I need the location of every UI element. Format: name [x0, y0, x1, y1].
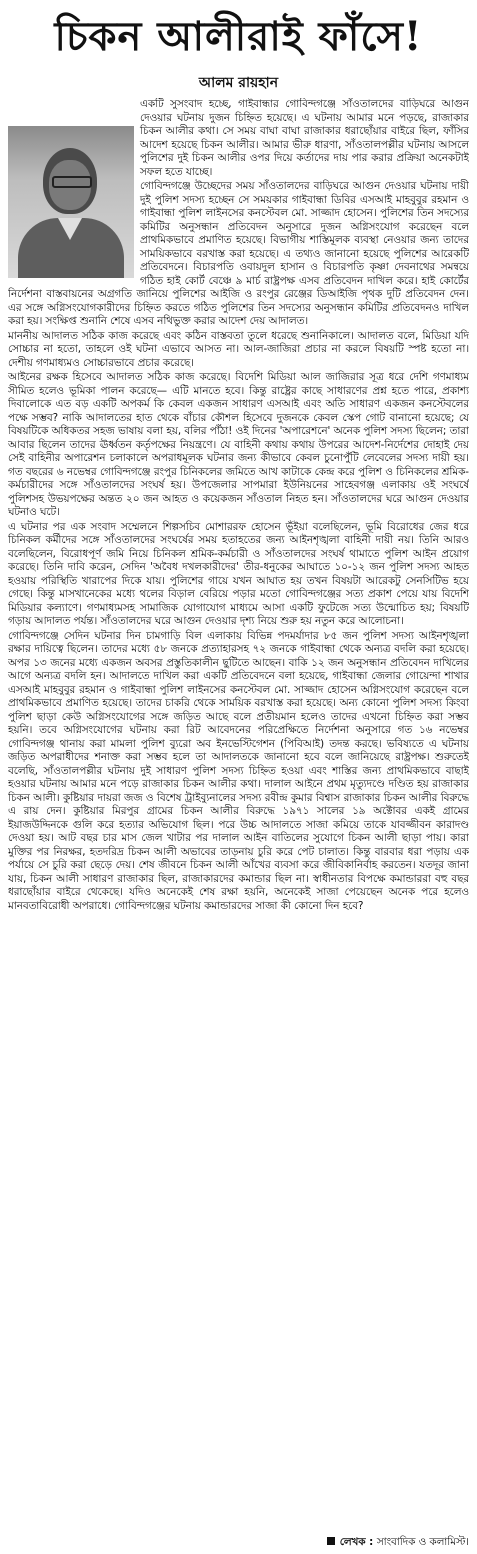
author-note-label: লেখক : [339, 1536, 374, 1548]
paragraph: আইনের রক্ষক হিসেবে আদালত সঠিক কাজ করেছে। বিদেশি মিডিয়া আল জাজিরার সূত্র ধরে দেশি গণমাধ্যম সীমিত হলেও ভূমিকা পালন করেছে— এটি মানতে হবে। কিন্তু রাষ্ট্রের কাছে সাধারণের প্রশ্ন হতে পারে, প্রকাশ্য দিবালোকে এত বড় একটি অপকর্ম কি কেবল একজন সাধারণ এসআই এবং অতি সাধারণ একজন কনস্টেবলের পক্ষে সম্ভব? নাকি আদালতের হাত থেকে বাঁচার কৌশল হিসেবে দুজনকে কেবল স্কেপ গোট বানানো হয়েছে; যে বিষয়টিকে অধিকতর সহজ ভাষায় বলা হয়, বলির পাঁঠা! ওই দিনের 'অপারেশনে' অনেক পুলিশ সদস্য ছিলেন; তারা আবার ছিলেন তাদের ঊর্ধ্বতন কর্তৃপক্ষের নিয়ন্ত্রণে। যে বাহিনী কথায় কথায় উপরের আদেশ-নির্দেশের দোহাই দেয় সেই বাহিনীর অপারেশন চলাকালে অপরাধমূলক ঘটনার জন্য কীভাবে কেবল চুনোপুঁটি লেবেলের সদস্য দায়ী হয়। গত বছরের ৬ নভেম্বর গোবিন্দগঞ্জে রংপুর চিনিকলের জমিতে আখ কাটাকে কেন্দ্র করে পুলিশ ও চিনিকলের শ্রমিক-কর্মচারীদের সঙ্গে সাঁওতালদের সংঘর্ষ হয়। উপজেলার সাপমারা ইউনিয়নের সাহেবগঞ্জ এলাকায় ওই সংঘর্ষে পুলিশসহ উভয়পক্ষের অন্তত ২০ জন আহত ও কয়েকজন সাঁওতাল নিহত হন। সাঁওতালদের ঘরে আগুন দেওয়ার ঘটনাও ঘটে। [8, 371, 469, 518]
author-note-value: সাংবাদিক ও কলামিস্ট। [376, 1536, 469, 1548]
author-note [8, 1534, 469, 1550]
square-bullet-icon [327, 1537, 335, 1545]
paragraph: গোবিন্দগঞ্জে সেদিন ঘটনার দিন চামগাড়ি বিল এলাকায় বিভিন্ন পদমর্যাদার ৮৫ জন পুলিশ সদস্য আইনশৃঙ্খলা রক্ষার দায়িত্বে ছিলেন। তাদের মধ্যে ৫৮ জনকে প্রত্যাহারসহ ৭২ জনকে গাইবান্ধা থেকে অন্যত্র বদলি করা হয়েছে। অপর ১৩ জনের মধ্যে একজন অবসর প্রস্তুতিকালীন ছুটিতে আছেন। বাকি ১২ জন অনুসন্ধান প্রতিবেদন দাখিলের আগে অন্যত্র বদলি হন। আদালতে দাখিল করা একটি প্রতিবেদনে বলা হয়েছে, গাইবান্ধা জেলার গোয়েন্দা শাখার এসআই মাহবুবুর রহমান ও গাইবান্ধা পুলিশ লাইনসের কনস্টেবল মো. সাজ্জাদ হোসেন অগ্নিসংযোগ করেছেন বলে প্রাথমিকভাবে প্রমাণিত হয়েছে। তাদের চাকরি থেকে সাময়িক বরখাস্ত করা হয়েছে। অন্য কোনো পুলিশ সদস্য কিংবা পুলিশ ছাড়া কেউ অগ্নিসংযোগের সঙ্গে জড়িত আছে বলে প্রতীয়মান হলেও তাদের এখনো চিহ্নিত করা সম্ভব হয়নি। তবে অগ্নিসংযোগের ঘটনায় করা রিট আবেদনের পরিপ্রেক্ষিতে নির্দেশনা অনুসারে গত ১৬ নভেম্বর গোবিন্দগঞ্জ থানায় করা মামলা পুলিশ ব্যুরো অব ইনভেস্টিগেশন (পিবিআই) তদন্ত করছে। ভবিষ্যতে এ ঘটনায় জড়িত অপরাধীদের শনাক্ত করা সম্ভব হলে তা আদালতকে জানানো হবে বলে জানিয়েছে রাষ্ট্রপক্ষ। শুরুতেই বলেছি, সাঁওতালপল্লীর ঘটনায় দুই সাধারণ পুলিশ সদস্য চিহ্নিত হওয়া এবং শাস্তির জন্য প্রাথমিকভাবে বাছাই হওয়ার ঘটনায় আমার মনে পড়ে রাজাকার চিকন আলীর কথা। দালাল আইনে প্রথম মৃত্যুদণ্ডে দণ্ডিত হয় রাজাকার চিকন আলী। কুষ্টিয়ার দায়রা জজ ও বিশেষ ট্রাইব্যুনালের সদস্য রবীন্দ্র কুমার বিশ্বাস রাজাকার চিকন আলীর বিরুদ্ধে এ রায় দেন। কুষ্টিয়ার মিরপুর গ্রামের চিকন আলীর বিরুদ্ধে ১৯৭১ সালের ১৯ অক্টোবর একই গ্রামের ইয়াজউদ্দিনকে গুলি করে হত্যার অভিযোগ ছিল। পরে উচ্চ আদালতে সাজা কমিয়ে তাকে যাবজ্জীবন কারাদণ্ড দেওয়া হয়। আট বছর চার মাস জেল খাটার পর দালাল আইন বাতিলের সুযোগে চিকন আলী ছাড়া পায়। কারা মুক্তির পর নিরক্ষর, হতদরিদ্র চিকন আলী অভাবের তাড়নায় চুরি করে পেট চালাত। কিন্তু বারবার ধরা পড়ায় এক পর্যায়ে সে চুরি করা ছেড়ে দেয়। শেষ জীবনে চিকন আলী আঁখের ব্যবসা করে জীবিকানির্বাহ করতেন। যতদূর জানা যায়, চিকন আলী সাধারণ রাজাকার ছিল, রাজাকারদের কমান্ডার ছিল না। স্বাধীনতার বিপক্ষে কমান্ডাররা বহু বছর ধরাছোঁয়ার বাইরে থেকেছে। যদিও অনেকেই শেষ রক্ষা হয়নি, অনেকেই সাজা পেয়েছেন অনেক পরে হলেও মানবতাবিরোধী অপরাধে। গোবিন্দগঞ্জের ঘটনায় কমান্ডারদের সাজা কী কোনো দিন হবে? [8, 629, 469, 912]
author-photo [8, 126, 134, 278]
author-byline: আলম রায়হান [198, 75, 279, 91]
paragraph: মাননীয় আদালত সঠিক কাজ করেছে এবং কঠিন বাস্তবতা তুলে ধরেছে শুনানিকালে। আদালত বলে, মিডিয়া যদি সোচ্চার না হতো, তাহলে ওই ঘটনা এভাবে আসত না। আল-জাজিরা প্রচার না করলে বিষয়টি স্পষ্ট হতো না। দেশীয় গণমাধ্যমও সোচ্চারভাবে প্রচার করেছে। [8, 329, 469, 369]
paragraph: একটি সুসংবাদ হচ্ছে, গাইবান্ধার গোবিন্দগঞ্জে সাঁওতালদের বাড়িঘরে আগুন দেওয়ার ঘটনায় দুজন চিহ্নিত হয়েছে। এ ঘটনায় আমার মনে পড়ছে, রাজাকার চিকন আলীর কথা। সে সময় বাঘা বাঘা রাজাকার ধরাছোঁয়ার বাইরে ছিল, ফাঁসির আদেশ হয়েছে চিকন আলীর। আমার ভীরু ধারণা, সাঁওতালপল্লীর ঘটনায় আসলে পুলিশের দুই চিকন আলীর ওপর দিয়ে কর্তাদের দায় পার করার প্রক্রিয়া অনেকটাই সফল হতে যাচ্ছে। [140, 98, 469, 178]
article-body [8, 98, 469, 1533]
paragraph: এ ঘটনার পর এক সংবাদ সম্মেলনে শিল্পসচিব মোশাররফ হোসেন ভূঁইয়া বলেছিলেন, ভূমি বিরোধের জের ধরে চিনিকল কর্মীদের সঙ্গে সাঁওতালদের সংঘর্ষের সময় হতাহতের জন্য আইনশৃঙ্খলা বাহিনী দায়ী নয়। তিনি আরও বলেছিলেন, বিরোধপূর্ণ জমি নিয়ে চিনিকল শ্রমিক-কর্মচারী ও সাঁওতালদের সংঘর্ষ থামাতে পুলিশ আইন প্রয়োগ করেছে। তিনি দাবি করেন, সেদিন 'অবৈধ দখলকারীদের' তীর-ধনুকের আঘাতে ১০-১২ জন পুলিশ সদস্য আহত হওয়ায় পরিস্থিতি খারাপের দিকে যায়। পুলিশের গায়ে যখন আঘাত হয় তখন বিষয়টা আরেকটু সেনসিটিভ হয়ে গেছে। কিন্তু মাসখানেকের মধ্যে থলের বিড়াল বেরিয়ে পড়ার মতো গোবিন্দগঞ্জের সত্য প্রকাশ পেয়ে যায় বিদেশি মিডিয়ার কল্যাণে। গণমাধ্যমসহ সামাজিক যোগাযোগ মাধ্যমে আসা একটি ফুটেজে সত্য উন্মোচিত হয়; বিষয়টি গড়ায় আদালত পর্যন্ত। সাঁওতালদের ঘরে আগুন দেওয়ার দৃশ্য নিয়ে শুরু হয় নতুন করে আলোচনা। [8, 520, 469, 627]
paragraph: গোবিন্দগঞ্জে উচ্ছেদের সময় সাঁওতালদের বাড়িঘরে আগুন দেওয়ার ঘটনায় দায়ী দুই পুলিশ সদস্য হচ্ছেন সে সময়কার গাইবান্ধা ডিবির এসআই মাহবুবুর রহমান ও গাইবান্ধা পুলিশ লাইনসের কনস্টেবল মো. সাজ্জাদ হোসেন। পুলিশের তিন সদস্যের কমিটির অনুসন্ধান প্রতিবেদন অনুসারে দুজন অগ্নিসংযোগ করেছেন বলে প্রাথমিকভাবে প্রমাণিত হয়েছে। বিভাগীয় শাস্তিমূলক ব্যবস্থা নেওয়ার জন্য তাদের সাময়িকভাবে বরখাস্ত করা হয়েছে। এ তথ্যও জানানো হয়েছে পুলিশের আরেকটি প্রতিবেদনে। বিচারপতি ওবায়দুল হাসান ও বিচারপতি কৃষ্ণা দেবনাথের সমন্বয়ে গঠিত হাই কোর্ট বেঞ্চে ৯ মার্চ রাষ্ট্রপক্ষ এসব প্রতিবেদন দাখিল করে। হাই কোর্টের নির্দেশনা বাস্তবায়নের অগ্রগতি জানিয়ে পুলিশের আইজি ও রংপুর রেঞ্জের ডিআইজি পৃথক দুটি প্রতিবেদন দেন। এর সঙ্গে অগ্নিসংযোগকারীদের চিহ্নিত করতে গঠিত পুলিশের তিন সদস্যের অনুসন্ধান কমিটির প্রতিবেদনও দাখিল করা হয়। সংক্ষিপ্ত শুনানি শেষে এসব নথিভুক্ত করার আদেশ দেয় আদালত। [8, 180, 469, 327]
article-title: চিকন আলীরাই ফাঁসে! [54, 13, 423, 60]
